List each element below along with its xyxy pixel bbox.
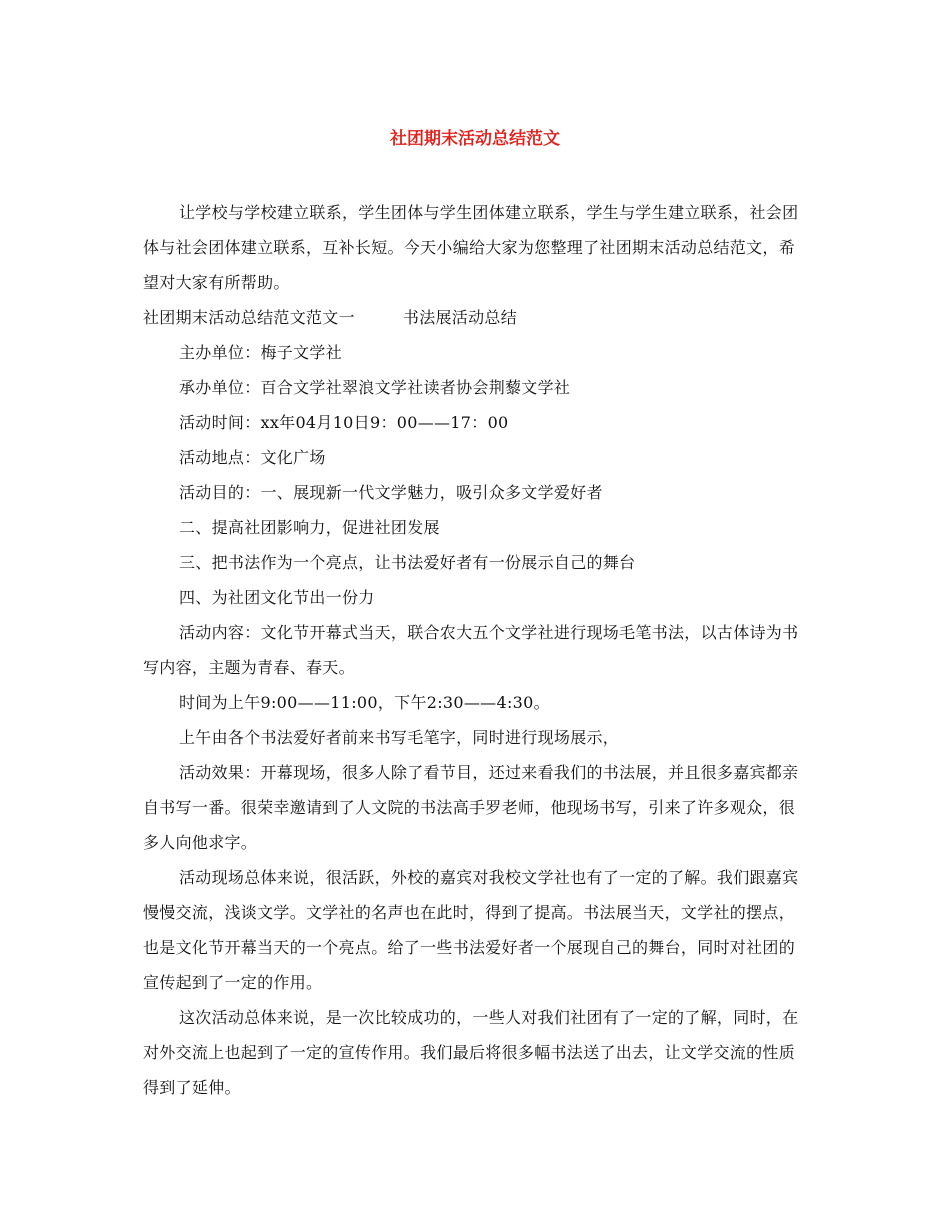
time-line: 活动时间：xx年04月10日9：00——17：00 [179, 413, 509, 432]
morning-line: 上午由各个书法爱好者前来书写毛笔字，同时进行现场展示， [179, 728, 620, 747]
document-title: 社团期末活动总结范文 [390, 129, 560, 149]
conclusion-paragraph: 这次活动总体来说，是一次比较成功的，一些人对我们社团有了一定的了解，同时，在对外交流上也起到了一定的宣传作用。我们最后将很多幅书法送了出去，让文学交流的性质得到了延伸。 [143, 1008, 799, 1097]
co-organizer-line: 承办单位：百合文学社翠浪文学社读者协会荆藜文学社 [179, 378, 571, 397]
content-paragraph: 活动内容：文化节开幕式当天，联合农大五个文学社进行现场毛笔书法，以古体诗为书写内容，主题为青春、春天。 [143, 623, 799, 677]
goal-line-4: 四、为社团文化节出一份力 [179, 588, 375, 607]
effect-paragraph: 活动效果：开幕现场，很多人除了看节目，还过来看我们的书法展，并且很多嘉宾都亲自书写一番。很荣幸邀请到了人文院的书法高手罗老师，他现场书写，引来了许多观众，很多人向他求字。 [143, 763, 799, 852]
goal-line-1: 活动目的：一、展现新一代文学魅力，吸引众多文学爱好者 [179, 483, 603, 502]
section-heading-left: 社团期末活动总结范文范文一 [143, 308, 355, 327]
section-heading [143, 300, 808, 335]
overall-paragraph: 活动现场总体来说，很活跃，外校的嘉宾对我校文学社也有了一定的了解。我们跟嘉宾慢慢交流，浅谈文学。文学社的名声也在此时，得到了提高。书法展当天，文学社的摆点，也是文化节开幕当天的一个亮点。给了一些书法爱好者一个展现自己的舞台，同时对社团的宣传起到了一定的作用。 [143, 868, 799, 992]
intro-paragraph: 让学校与学校建立联系，学生团体与学生团体建立联系，学生与学生建立联系，社会团体与社会团体建立联系，互补长短。今天小编给大家为您整理了社团期末活动总结范文，希望对大家有所帮助。 [143, 203, 799, 292]
document-body [143, 195, 808, 1105]
schedule-line: 时间为上午9:00——11:00，下午2:30——4:30。 [179, 693, 550, 712]
place-line: 活动地点：文化广场 [179, 448, 326, 467]
organizer-line: 主办单位：梅子文学社 [179, 343, 343, 362]
section-heading-right: 书法展活动总结 [402, 308, 518, 327]
goal-line-2: 二、提高社团影响力，促进社团发展 [179, 518, 440, 537]
goal-line-3: 三、把书法作为一个亮点，让书法爱好者有一份展示自己的舞台 [179, 553, 636, 572]
